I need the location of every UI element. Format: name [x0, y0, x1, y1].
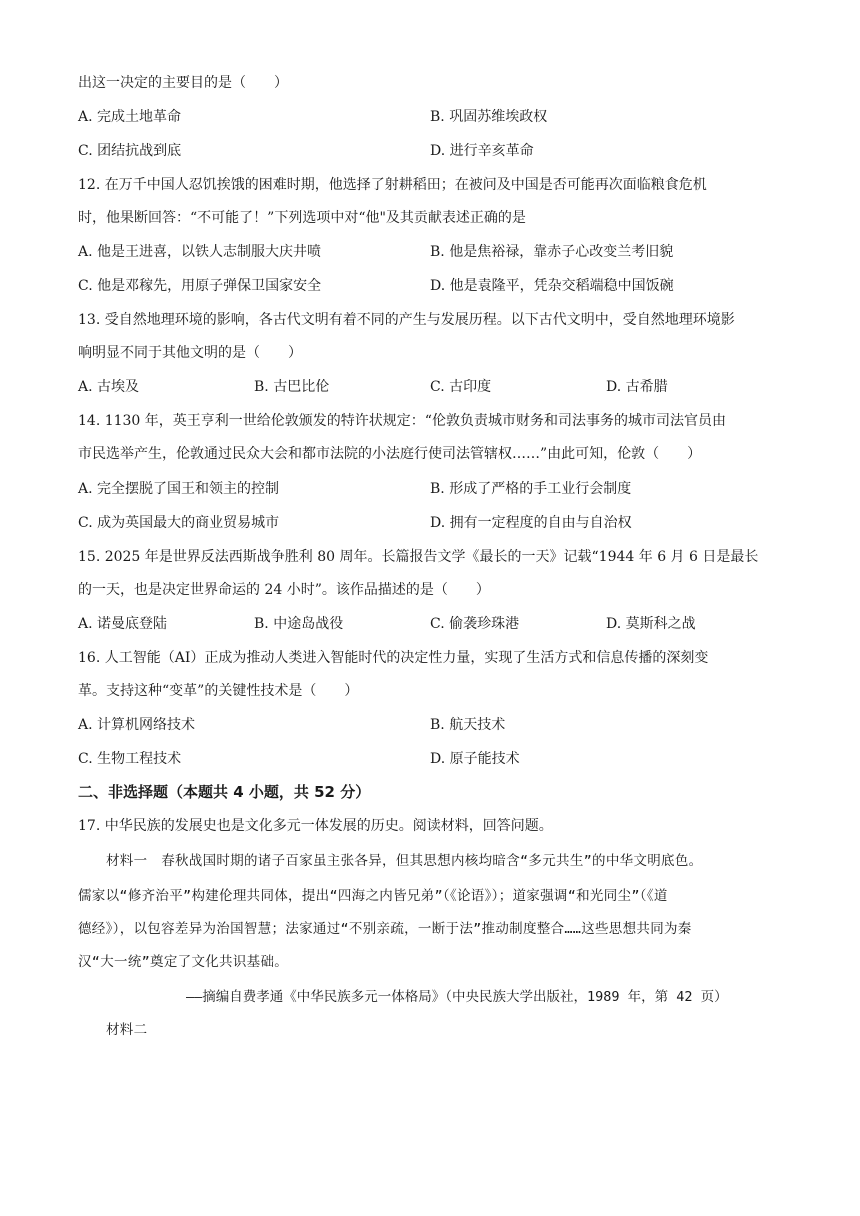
q14-stem-line1: 14. 1130 年，英王亨利一世给伦敦颁发的特许状规定：“伦敦负责城市财务和司法事务的城市司法官员由 [78, 413, 726, 429]
q17-material1-line4: 汉“大一统”奠定了文化共识基础。 [78, 954, 289, 970]
q11-option-c: C. 团结抗战到底 [78, 143, 182, 159]
q14-stem-line2: 市民选举产生，伦敦通过民众大会和都市法院的小法庭行使司法管辖权……”由此可知，伦敦（ ） [78, 446, 702, 462]
q13-option-c: C. 古印度 [430, 379, 492, 395]
q15-option-b: B. 中途岛战役 [254, 616, 344, 632]
q13-option-d: D. 古希腊 [606, 379, 668, 395]
q17-material2-label: 材料二 [106, 1022, 148, 1038]
q17-material1-line1: 材料一 春秋战国时期的诸子百家虽主张各异，但其思想内核均暗含“多元共生”的中华文明底色。 [106, 853, 703, 869]
q11-option-a: A. 完成土地革命 [78, 109, 182, 125]
q15-option-a: A. 诺曼底登陆 [78, 616, 168, 632]
q13-option-b: B. 古巴比伦 [254, 379, 330, 395]
q14-option-a: A. 完全摆脱了国王和领主的控制 [78, 481, 280, 497]
q16-option-d: D. 原子能技术 [430, 751, 520, 767]
q14-option-b: B. 形成了严格的手工业行会制度 [430, 481, 632, 497]
q16-option-a: A. 计算机网络技术 [78, 717, 196, 733]
q13-stem-line1: 13. 受自然地理环境的影响，各古代文明有着不同的产生与发展历程。以下古代文明中，受自然地理环境影 [78, 312, 735, 328]
q14-option-c: C. 成为英国最大的商业贸易城市 [78, 515, 280, 531]
q14-option-d: D. 拥有一定程度的自由与自治权 [430, 515, 632, 531]
q11-stem: 出这一决定的主要目的是（ ） [78, 75, 288, 91]
q11-option-d: D. 进行辛亥革命 [430, 143, 534, 159]
q16-stem-line2: 革。支持这种“变革”的关键性技术是（ ） [78, 683, 359, 699]
q11-option-b: B. 巩固苏维埃政权 [430, 109, 548, 125]
q17-material1-line2: 儒家以“修齐治平”构建伦理共同体，提出“四海之内皆兄弟”（《论语》）；道家强调“和光同尘”（《道 [78, 888, 668, 904]
q17-stem: 17. 中华民族的发展史也是文化多元一体发展的历史。阅读材料，回答问题。 [78, 818, 553, 834]
q15-option-c: C. 偷袭珍珠港 [430, 616, 520, 632]
q12-option-a: A. 他是王进喜，以铁人志制服大庆井喷 [78, 244, 322, 260]
q13-option-a: A. 古埃及 [78, 379, 140, 395]
q15-option-d: D. 莫斯科之战 [606, 616, 696, 632]
q16-option-c: C. 生物工程技术 [78, 751, 182, 767]
q12-option-b: B. 他是焦裕禄，靠赤子心改变兰考旧貌 [430, 244, 674, 260]
q17-material1-source: ——摘编自费孝通《中华民族多元一体格局》（中央民族大学出版社，1989 年，第 42 页） [186, 989, 728, 1005]
q16-option-b: B. 航天技术 [430, 717, 506, 733]
q13-stem-line2: 响明显不同于其他文明的是（ ） [78, 345, 302, 361]
q12-stem-line2: 时，他果断回答：“不可能了！”下列选项中对“他"及其贡献表述正确的是 [78, 210, 526, 226]
q12-stem-line1: 12. 在万千中国人忍饥挨饿的困难时期，他选择了射耕稻田；在被问及中国是否可能再次面临粮食危机 [78, 177, 707, 193]
q16-stem-line1: 16. 人工智能（AI）正成为推动人类进入智能时代的决定性力量，实现了生活方式和信息传播的深刻变 [78, 650, 709, 666]
q17-material1-line3: 德经》），以包容差异为治国智慧；法家通过“不别亲疏，一断于法”推动制度整合……这些思想共同为秦 [78, 921, 692, 937]
q12-option-d: D. 他是袁隆平，凭杂交稻端稳中国饭碗 [430, 278, 674, 294]
q15-stem-line2: 的一天，也是决定世界命运的 24 小时”。该作品描述的是（ ） [78, 582, 490, 598]
q12-option-c: C. 他是邓稼先，用原子弹保卫国家安全 [78, 278, 322, 294]
q15-stem-line1: 15. 2025 年是世界反法西斯战争胜利 80 周年。长篇报告文学《最长的一天》记载“1944 年 6 月 6 日是最长 [78, 549, 759, 565]
section-heading: 二、非选择题（本题共 4 小题，共 52 分） [78, 783, 371, 801]
